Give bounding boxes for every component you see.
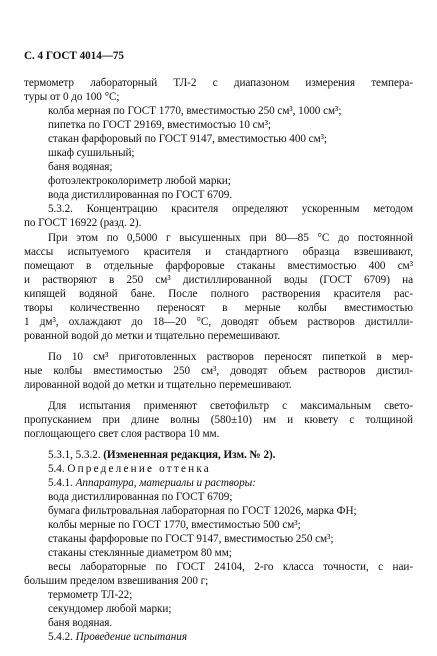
text-line: колбы мерные по ГОСТ 1770, вместимостью 500 см³;: [48, 519, 301, 531]
text-line: туры от 0 до 100 °С;: [24, 91, 120, 103]
text-line: стакан фарфоровый по ГОСТ 9147, вместимостью 400 см³;: [48, 133, 327, 145]
page-header: С. 4 ГОСТ 4014—75: [24, 50, 124, 62]
text-line: кипящей водяной бане. После полного растворения красителя рас-: [24, 288, 413, 300]
text-line: пипетка по ГОСТ 29169, вместимостью 10 см³;: [48, 119, 271, 131]
section-5-4-2-heading: [48, 631, 187, 644]
text-line: весы лабораторные по ГОСТ 24104, 2-го класса точности, с наи-: [48, 561, 413, 573]
text-line: 5.3.2. Концентрацию красителя определяют ускоренным методом: [48, 203, 413, 215]
text-line: термометр лабораторный ТЛ-2 с диапазоном измерения темпера-: [24, 77, 413, 89]
text-line: рованной водой до метки и тщательно перемешивают.: [24, 330, 281, 342]
section-number: 5.4.: [48, 463, 68, 475]
text-line: массы испытуемого красителя и стандартного образца взвешивают,: [24, 246, 413, 258]
text-line: по ГОСТ 16922 (разд. 2).: [24, 217, 142, 229]
section-5-4-heading: [48, 463, 211, 476]
text-line: вода дистиллированная по ГОСТ 6709;: [48, 491, 233, 503]
text-line: 1 дм³, охлаждают до 18—20 °С, доводят объем растворов дистилли-: [24, 316, 413, 328]
text-line: колба мерная по ГОСТ 1770, вместимостью 250 см³, 1000 см³;: [48, 105, 342, 117]
text-line: лированной водой до метки и тщательно перемешивают.: [24, 379, 292, 391]
amendment-note: (Измененная редакция, Изм. № 2).: [103, 449, 276, 461]
text-line: фотоэлектроколориметр любой марки;: [48, 175, 231, 187]
section-5-3-amendment: [48, 449, 275, 462]
text-line: пропусканием при длине волны (580±10) нм и кювету с толщиной: [24, 414, 413, 426]
text-line: помещают в отдельные фарфоровые стаканы вместимостью 400 см³: [24, 260, 413, 272]
section-title: Аппаратура, материалы и растворы:: [75, 477, 256, 489]
text-line: термометр ТЛ-22;: [48, 589, 133, 601]
text-line: По 10 см³ приготовленных растворов переносят пипеткой в мер-: [48, 351, 413, 363]
text-line: и растворяют в 250 см³ дистиллированной воды (ГОСТ 6709) на: [24, 274, 413, 286]
text-line: поглощающего свет слоя раствора 10 мм.: [24, 428, 220, 440]
text-line: баня водяная;: [48, 161, 113, 173]
text-line: стаканы стеклянные диаметром 80 мм;: [48, 547, 232, 559]
text-line: творы количественно переносят в мерные колбы вместимостью: [24, 302, 413, 314]
section-5-4-1-heading: [48, 477, 256, 490]
text-line: стаканы фарфоровые по ГОСТ 9147, вместимостью 250 см³;: [48, 533, 334, 545]
section-number: 5.4.2.: [48, 631, 76, 643]
text-line: Для испытания применяют светофильтр с максимальным свето-: [48, 400, 413, 412]
section-number: 5.4.1.: [48, 477, 76, 489]
text-line: баня водяная.: [48, 617, 113, 629]
text-line: бумага фильтровальная лабораторная по ГОСТ 12026, марка ФН;: [48, 505, 357, 517]
text-line: шкаф сушильный;: [48, 147, 135, 159]
text-line: вода дистиллированная по ГОСТ 6709.: [48, 189, 233, 201]
text-line: ные колбы вместимостью 250 см³, доводят объем растворов дистил-: [24, 365, 413, 377]
text-line: большим пределом взвешивания 200 г;: [24, 575, 209, 587]
section-title: Проведение испытания: [75, 631, 187, 643]
text-line: секундомер любой марки;: [48, 603, 172, 615]
section-title: Определение оттенка: [67, 463, 211, 475]
text-line: При этом по 0,5000 г высушенных при 80—85 °С до постоянной: [48, 232, 413, 244]
section-number: 5.3.1, 5.3.2.: [48, 449, 104, 461]
